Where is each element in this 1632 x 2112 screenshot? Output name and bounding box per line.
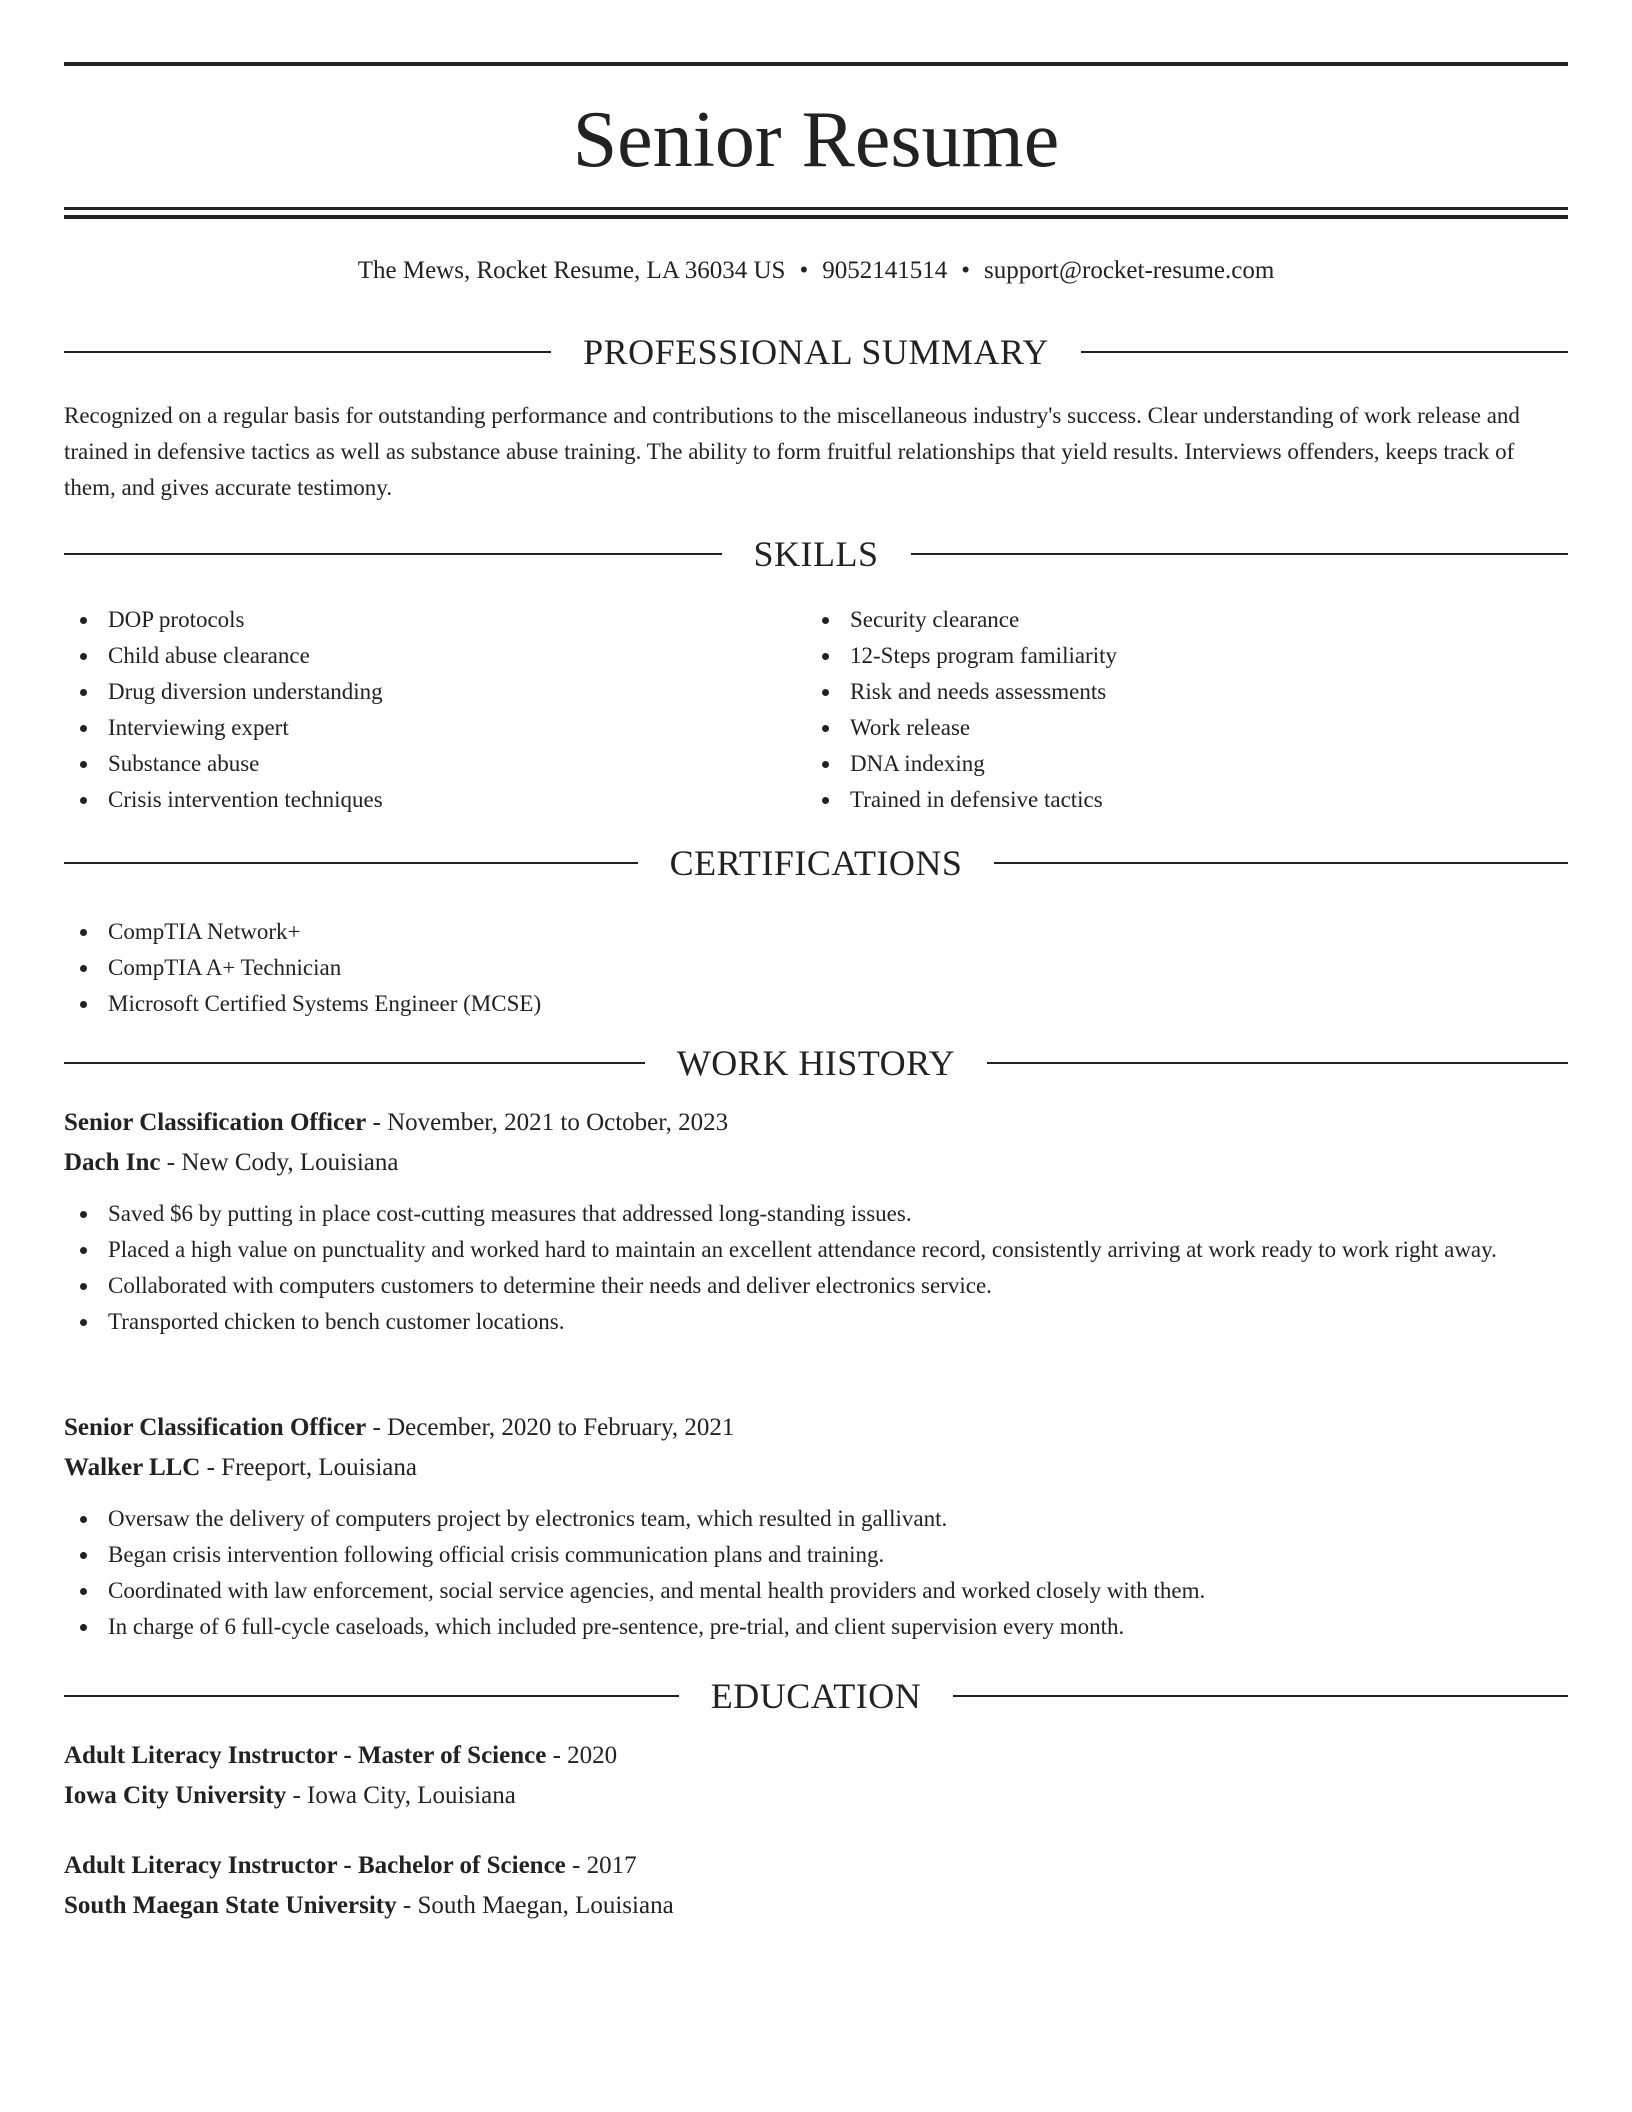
job-dates: - December, 2020 to February, 2021: [366, 1414, 735, 1441]
skill-item: Drug diversion understanding: [64, 674, 804, 710]
education-degree-line: [64, 1846, 1568, 1886]
summary-text: Recognized on a regular basis for outstanding performance and contributions to the miscellaneous industry's success. Clear understanding of work release and trained in defensive tactics as well as substance abuse training. The ability to form fruitful relationships that yield results. Interviews offenders, keeps track of them, and gives accurate testimony.: [64, 403, 1520, 500]
heading-rule-left: [64, 351, 551, 353]
header-rule-thick: [64, 215, 1568, 219]
certification-item: CompTIA Network+: [64, 914, 1568, 950]
job-title-line: [64, 1103, 1568, 1143]
skill-item: Substance abuse: [64, 746, 804, 782]
heading-rule-right: [1081, 351, 1568, 353]
job-duties-list: [64, 1501, 1568, 1645]
skills-list-right: [806, 602, 1546, 818]
work-heading: WORK HISTORY: [676, 1043, 956, 1083]
work-heading-row: [64, 1041, 1568, 1085]
job-duty-item: Placed a high value on punctuality and worked hard to maintain an excellent attendance record, consistently arriving at work ready to work right away.: [64, 1232, 1568, 1268]
top-rule: [64, 62, 1568, 66]
job-dates: - November, 2021 to October, 2023: [366, 1109, 729, 1136]
job-duty-item: In charge of 6 full-cycle caseloads, which included pre-sentence, pre-trial, and client supervision every month.: [64, 1609, 1568, 1645]
heading-rule-right: [911, 553, 1569, 555]
skills-heading-row: [64, 532, 1568, 576]
skill-item: Security clearance: [806, 602, 1546, 638]
heading-rule-right: [953, 1695, 1568, 1697]
certifications-heading: CERTIFICATIONS: [669, 843, 963, 883]
job-title: Senior Classification Officer: [64, 1414, 367, 1441]
skill-item: DOP protocols: [64, 602, 804, 638]
education-degree: Adult Literacy Instructor - Bachelor of Science: [64, 1852, 566, 1879]
heading-rule-left: [64, 862, 638, 864]
heading-rule-left: [64, 553, 722, 555]
heading-rule-right: [987, 1062, 1568, 1064]
contact-separator: •: [961, 257, 970, 284]
education-school-line: [64, 1886, 1568, 1926]
heading-rule-right: [994, 862, 1568, 864]
job-location: - Freeport, Louisiana: [200, 1454, 417, 1481]
contact-address: The Mews, Rocket Resume, LA 36034 US: [357, 257, 786, 284]
heading-rule-left: [64, 1062, 645, 1064]
contact-phone: 9052141514: [822, 257, 948, 284]
education-school: Iowa City University: [64, 1782, 287, 1809]
contact-separator: •: [799, 257, 809, 284]
skill-item: Trained in defensive tactics: [806, 782, 1546, 818]
contact-line: [64, 254, 1568, 288]
job-duty-item: Saved $6 by putting in place cost-cutting measures that addressed long-standing issues.: [64, 1196, 1568, 1232]
education-location: - South Maegan, Louisiana: [396, 1892, 674, 1919]
resume-name: Senior Resume: [572, 96, 1060, 184]
job-duties-list: [64, 1196, 1568, 1340]
job-title-line: [64, 1408, 1568, 1448]
certification-item: Microsoft Certified Systems Engineer (MCSE): [64, 986, 1568, 1022]
job-location: - New Cody, Louisiana: [160, 1149, 399, 1176]
job-duty-item: Coordinated with law enforcement, social service agencies, and mental health providers and worked closely with them.: [64, 1573, 1568, 1609]
education-heading: EDUCATION: [710, 1676, 922, 1716]
skill-item: Crisis intervention techniques: [64, 782, 804, 818]
summary-heading: PROFESSIONAL SUMMARY: [583, 332, 1049, 372]
contact-email: support@rocket-resume.com: [983, 257, 1275, 284]
skill-item: Interviewing expert: [64, 710, 804, 746]
header-rule-thin: [64, 207, 1568, 210]
heading-rule-left: [64, 1695, 679, 1697]
education-location: - Iowa City, Louisiana: [286, 1782, 516, 1809]
skills-heading: SKILLS: [753, 534, 879, 574]
education-degree: Adult Literacy Instructor - Master of Science: [64, 1742, 547, 1769]
skill-item: Risk and needs assessments: [806, 674, 1546, 710]
certification-item: CompTIA A+ Technician: [64, 950, 1568, 986]
skill-item: 12-Steps program familiarity: [806, 638, 1546, 674]
skill-item: Work release: [806, 710, 1546, 746]
job-duty-item: Transported chicken to bench customer locations.: [64, 1304, 1568, 1340]
job-company-line: [64, 1448, 1568, 1488]
skill-item: Child abuse clearance: [64, 638, 804, 674]
education-school-line: [64, 1776, 1568, 1816]
education-year: - 2017: [565, 1852, 637, 1879]
certifications-list: [64, 914, 1568, 1022]
job-company-line: [64, 1143, 1568, 1183]
certifications-heading-row: [64, 841, 1568, 885]
education-school: South Maegan State University: [64, 1892, 397, 1919]
job-duty-item: Collaborated with computers customers to determine their needs and deliver electronics service.: [64, 1268, 1568, 1304]
summary-heading-row: [64, 330, 1568, 374]
job-duty-item: Began crisis intervention following official crisis communication plans and training.: [64, 1537, 1568, 1573]
job-duty-item: Oversaw the delivery of computers project by electronics team, which resulted in gallivant.: [64, 1501, 1568, 1537]
education-degree-line: [64, 1736, 1568, 1776]
job-title: Senior Classification Officer: [64, 1109, 367, 1136]
education-year: - 2020: [546, 1742, 618, 1769]
skill-item: DNA indexing: [806, 746, 1546, 782]
education-heading-row: [64, 1674, 1568, 1718]
skills-list-left: [64, 602, 804, 818]
job-company: Walker LLC: [64, 1454, 201, 1481]
job-company: Dach Inc: [64, 1149, 161, 1176]
